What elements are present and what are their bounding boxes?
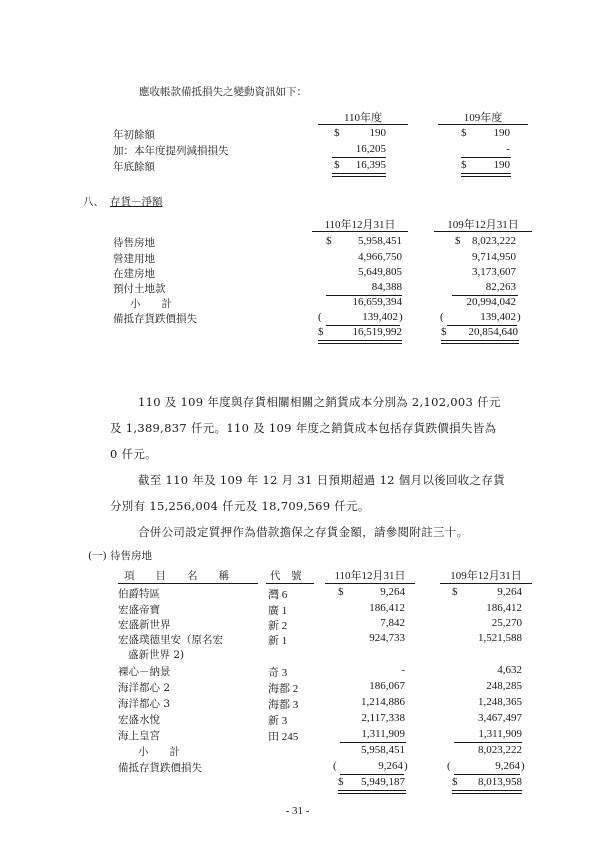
property-name: 宏盛帝寶 <box>118 604 160 616</box>
property-value-110: - <box>401 664 405 676</box>
property-code: 廣 1 <box>268 605 288 617</box>
section-heading: 存貨－淨額 <box>110 196 163 208</box>
col-header-item: 項 目 名 稱 <box>124 570 229 582</box>
currency-sign: $ <box>334 127 340 139</box>
allowance-value-109: 190 <box>493 159 510 171</box>
inventory-subtotal-label: 小 計 <box>130 298 172 310</box>
paren-close: ) <box>517 311 521 323</box>
allowance-intro: 應收帳款備抵損失之變動資訊如下： <box>139 86 307 98</box>
inventory-value-110: 84,388 <box>371 281 402 293</box>
inventory-value-110: 16,659,394 <box>352 296 402 308</box>
col-header-code: 代 號 <box>270 570 302 582</box>
paren-close: ) <box>404 760 408 772</box>
property-value-110: 186,412 <box>369 602 405 614</box>
property-name: 海洋都心 2 <box>118 682 171 694</box>
paragraph-line: 110 及 109 年度與存貨相關相關之銷貨成本分別為 2,102,003 仟元 <box>138 395 501 409</box>
allowance-col-110: 110年度 <box>343 112 383 124</box>
page-number: - 31 - <box>285 805 310 817</box>
inventory-value-110: 139,402 <box>362 311 398 323</box>
paragraph-line: 截至 110 年及 109 年 12 月 31 日預期超過 12 個月以後回收之存貨 <box>138 473 505 487</box>
inventory-row-label: 預付土地款 <box>113 283 166 295</box>
property-value-110: 924,733 <box>369 632 405 644</box>
property-name: 海洋都心 3 <box>118 698 171 710</box>
inventory-col-109: 109年12月31日 <box>447 219 519 231</box>
currency-sign: $ <box>441 326 447 338</box>
property-name-continued: 盛新世界 2) <box>128 649 185 661</box>
currency-sign: $ <box>338 776 344 788</box>
inventory-row-label: 營建用地 <box>113 253 155 265</box>
property-code: 新 3 <box>268 715 288 727</box>
inventory-value-109: 82,263 <box>485 281 516 293</box>
allowance-col-109: 109年度 <box>463 112 503 124</box>
currency-sign: $ <box>461 159 467 171</box>
inventory-col-110: 110年12月31日 <box>324 219 396 231</box>
property-code: 新 1 <box>268 635 288 647</box>
section-number: 八、 <box>83 196 104 208</box>
inventory-row-label: 備抵存貨跌價損失 <box>113 313 197 325</box>
property-name: 宏盛璞德里安（原名宏 <box>118 634 223 646</box>
property-code: 海都 3 <box>268 699 299 711</box>
property-code: 海都 2 <box>268 683 299 695</box>
property-code: 奇 3 <box>268 667 288 679</box>
property-name: 宏盛水悅 <box>118 714 160 726</box>
paragraph-line: 合併公司設定質押作為借款擔保之存貨金額，請參閱附註三十。 <box>138 525 469 539</box>
property-value-109: 9,264 <box>495 760 520 772</box>
inventory-value-109: 9,714,950 <box>472 251 516 263</box>
property-value-109: 186,412 <box>486 602 522 614</box>
property-value-110: 9,264 <box>378 760 403 772</box>
inventory-value-110: 4,966,750 <box>358 251 402 263</box>
paren-close: ) <box>521 760 525 772</box>
allowance-row-label: 年底餘額 <box>113 161 155 173</box>
property-total-109: 8,013,958 <box>478 776 522 788</box>
property-value-110: 1,214,886 <box>361 696 405 708</box>
property-name: 裸心－納景 <box>118 666 171 678</box>
property-value-109: 9,264 <box>497 586 522 598</box>
property-subtotal-label: 小 計 <box>138 746 180 758</box>
property-value-110: 186,067 <box>369 680 405 692</box>
currency-sign: $ <box>334 159 340 171</box>
inventory-value-109: 3,173,607 <box>472 266 516 278</box>
property-value-109: 4,632 <box>497 664 522 676</box>
property-value-109: 1,521,588 <box>478 632 522 644</box>
currency-sign: $ <box>338 586 344 598</box>
property-name: 伯爵特區 <box>118 588 160 600</box>
property-value-110: 2,117,338 <box>361 712 405 724</box>
property-value-110: 7,842 <box>380 617 405 629</box>
property-name: 海上皇宮 <box>118 730 160 742</box>
allowance-value-110: 190 <box>369 127 386 139</box>
allowance-row-label: 年初餘額 <box>113 129 155 141</box>
inventory-value-110: 5,649,805 <box>358 266 402 278</box>
property-total-110: 5,949,187 <box>361 776 405 788</box>
currency-sign: $ <box>326 235 332 247</box>
currency-sign: $ <box>455 235 461 247</box>
property-value-109: 25,270 <box>491 617 522 629</box>
property-value-109: 3,467,497 <box>478 712 522 724</box>
col-header-109: 109年12月31日 <box>450 570 522 582</box>
property-code: 田 245 <box>268 731 299 743</box>
paragraph-line: 分別有 15,256,004 仟元及 18,709,569 仟元。 <box>110 499 370 513</box>
currency-sign: $ <box>318 326 324 338</box>
property-code: 灣 6 <box>268 589 288 601</box>
inventory-value-110: 5,958,451 <box>358 235 402 247</box>
inventory-value-109: 20,994,042 <box>466 296 516 308</box>
inventory-value-109: 139,402 <box>480 311 516 323</box>
property-value-110: 1,311,909 <box>361 728 405 740</box>
col-header-110: 110年12月31日 <box>334 570 406 582</box>
inventory-row-label: 待售房地 <box>113 237 155 249</box>
allowance-row-label: 加：本年度提列減損損失 <box>113 145 229 157</box>
allowance-value-109: - <box>506 143 510 155</box>
property-value-109: 1,311,909 <box>478 728 522 740</box>
paragraph-line: 及 1,389,837 仟元。110 及 109 年度之銷貨成本包括存貨跌價損失皆為 <box>110 421 497 435</box>
property-value-109: 1,248,365 <box>478 696 522 708</box>
currency-sign: $ <box>461 127 467 139</box>
currency-sign: $ <box>452 776 458 788</box>
property-value-110: 5,958,451 <box>361 744 405 756</box>
property-allowance-label: 備抵存貨跌價損失 <box>118 762 202 774</box>
paren-open: ( <box>447 760 451 772</box>
property-value-110: 9,264 <box>380 586 405 598</box>
property-code: 新 2 <box>268 620 288 632</box>
property-name: 宏盛新世界 <box>118 619 171 631</box>
property-value-109: 248,285 <box>486 680 522 692</box>
paragraph-line: 0 仟元。 <box>110 447 157 461</box>
allowance-value-110: 16,205 <box>355 143 386 155</box>
property-value-109: 8,023,222 <box>478 744 522 756</box>
inventory-value-109: 8,023,222 <box>472 235 516 247</box>
inventory-row-label: 在建房地 <box>113 268 155 280</box>
inventory-total-110: 16,519,992 <box>352 326 402 338</box>
paren-open: ( <box>333 760 337 772</box>
allowance-value-109: 190 <box>493 127 510 139</box>
paren-open: ( <box>440 311 444 323</box>
currency-sign: $ <box>452 586 458 598</box>
allowance-value-110: 16,395 <box>355 159 386 171</box>
paren-close: ) <box>399 311 403 323</box>
paren-open: ( <box>318 311 322 323</box>
inventory-total-109: 20,854,640 <box>468 326 518 338</box>
subsection-heading: (一) 待售房地 <box>88 550 153 562</box>
